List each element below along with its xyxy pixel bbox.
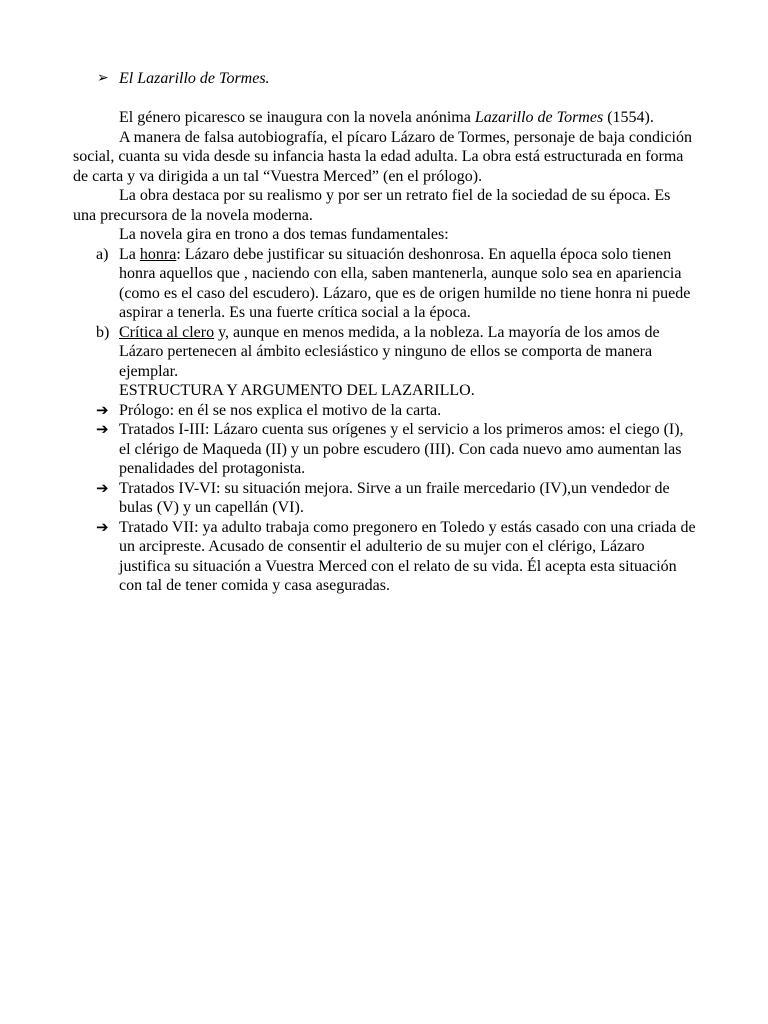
section-heading — [73, 69, 697, 89]
arrow-right-icon: ➔ — [96, 478, 109, 497]
paragraph-themes-intro: La novela gira en trono a dos temas fundamentales: — [119, 226, 449, 243]
arrowhead-bullet-icon: ➢ — [97, 71, 109, 86]
arrow-right-icon: ➔ — [96, 517, 109, 536]
theme-prefix: La — [119, 245, 140, 263]
arrow-right-icon: ➔ — [96, 400, 109, 419]
intro-text: El género picaresco se inaugura con la novela anónima — [119, 109, 475, 126]
theme-text: : Lázaro debe justificar su situación deshonrosa. En aquella época solo tienen honra aquellos que , naciendo con ella, saben mantenerla, aunque solo sea en apariencia (como es el caso del escudero). Lázaro, que es de origen humilde no tiene honra ni puede aspirar a tenerla. Es una fuerte crítica social a la época. — [119, 245, 691, 321]
structure-heading: ESTRUCTURA Y ARGUMENTO DEL LAZARILLO. — [119, 382, 475, 399]
structure-text: Tratados IV-VI: su situación mejora. Sirve a un fraile mercedario (IV),un vendedor de bulas (V) y un capellán (VI). — [119, 479, 670, 516]
theme-keyword: Crítica al clero — [119, 323, 215, 341]
theme-item-clero — [73, 323, 697, 382]
heading-title: El Lazarillo de Tormes. — [119, 70, 270, 87]
theme-item-honra — [73, 245, 697, 323]
intro-year: (1554). — [603, 109, 654, 126]
arrow-right-icon: ➔ — [96, 420, 109, 438]
structure-text: Tratados I-III: Lázaro cuenta sus orígenes y el servicio a los primeros amos: el ciego (I), el clérigo de Maqueda (II) y un pobre escudero (III). Con cada nuevo amo aumentan las penalidades del protagonista. — [119, 421, 684, 477]
structure-item-tratados-1-3 — [73, 420, 697, 479]
structure-item-tratado-7 — [73, 518, 697, 596]
structure-item-prologo — [73, 401, 697, 421]
list-marker: a) — [96, 245, 109, 263]
theme-keyword: honra — [139, 245, 177, 263]
intro-paragraph — [73, 108, 697, 128]
structure-item-tratados-4-6 — [73, 479, 697, 518]
theme-text: y, aunque en menos medida, a la nobleza. La mayoría de los amos de Lázaro pertenecen al ámbito eclesiástico y ninguno de ellos se comporta de manera ejemplar. — [119, 323, 660, 380]
paragraph-realism: La obra destaca por su realismo y por ser un retrato fiel de la sociedad de su época. Es una precursora de la novela moderna. — [73, 187, 671, 224]
document-page — [73, 69, 697, 596]
list-marker: b) — [96, 323, 110, 341]
novel-title: Lazarillo de Tormes — [474, 109, 604, 126]
structure-text: Prólogo: en él se nos explica el motivo de la carta. — [119, 401, 442, 419]
structure-text: Tratado VII: ya adulto trabaja como pregonero en Toledo y estás casado con una criada de un arcipreste. Acusado de consentir el adulterio de su mujer con el clérigo, Lázaro justifica su situación a Vuestra Merced con el relato de su vida. Él acepta esta situación con tal de tener comida y casa aseguradas. — [119, 518, 696, 594]
paragraph-autobiography: A manera de falsa autobiografía, el pícaro Lázaro de Tormes, personaje de baja condición social, cuanta su vida desde su infancia hasta la edad adulta. La obra está estructurada en forma de carta y va dirigida a un tal “Vuestra Merced” (en el prólogo). — [73, 128, 692, 185]
